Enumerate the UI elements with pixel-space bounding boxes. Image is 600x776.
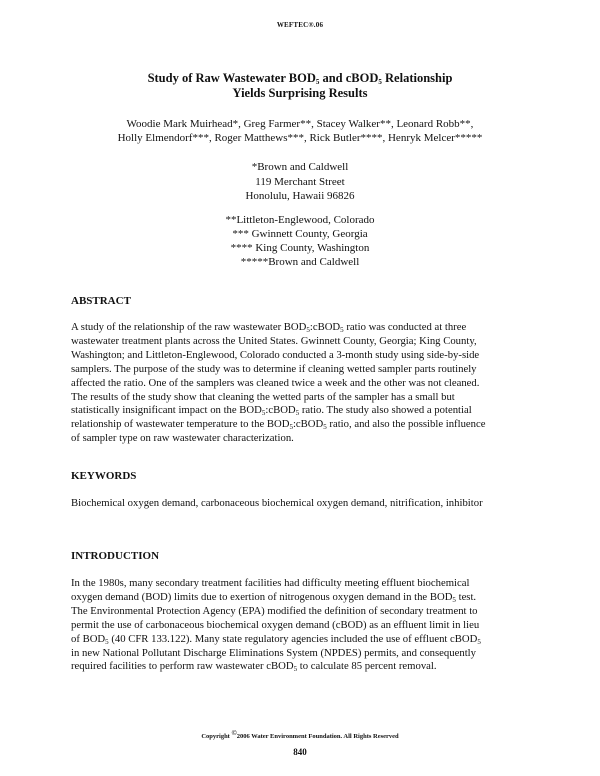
title-line-2: Yields Surprising Results <box>232 86 368 100</box>
copyright-notice: Copyright ©2006 Water Environment Foundation. All Rights Reserved <box>201 729 399 740</box>
abstract-heading: ABSTRACT <box>71 295 131 307</box>
author-list <box>0 117 600 145</box>
paper-title <box>0 71 600 101</box>
authors-line-1: Woodie Mark Muirhead*, Greg Farmer**, Stacey Walker**, Leonard Robb**, <box>126 118 474 130</box>
keywords-body: Biochemical oxygen demand, carbonaceous biochemical oxygen demand, nitrification, inhibitor <box>71 497 483 509</box>
conference-header: WEFTEC®.06 <box>276 21 324 29</box>
introduction-heading: INTRODUCTION <box>71 550 160 562</box>
abstract-body: A study of the relationship of the raw wastewater $BOD_5:cBOD_5$ ratio was conducted at three wastewater treatment plants across the United States. Gwinnett County, Georgia; King County, Washington; and Littleton-Englewood, Colorado conducted a 3-month study using side-by-side samplers. The purpose of the study was to determine if cleaning wetted sampler parts routinely affected the ratio. One of the samplers was cleaned twice a week and the other was not cleaned. The results of the study show that cleaning the wetted parts of the sampler has a small but statistically insignificant impact on the $BOD_5:cBOD_5$ ratio. The study also showed a potential relationship of wastewater temperature to the $BOD_5:cBOD_5$ ratio, and also the possible influence of sampler type on raw wastewater characterization. <box>71 321 486 445</box>
title-line-1: Study of Raw Wastewater $BOD_5$ and cBOD$_5$ Relationship <box>147 71 453 86</box>
authors-line-2: Holly Elmendorf***, Roger Matthews***, Rick Butler****, Henryk Melcer***** <box>117 132 483 144</box>
other-affiliations: **Littleton-Englewood, Colorado *** Gwinnett County, Georgia **** King County, Washington *****Brown and Caldwell <box>225 214 375 268</box>
page-number: 840 <box>293 747 307 757</box>
keywords-heading: KEYWORDS <box>71 470 137 482</box>
introduction-body: In the 1980s, many secondary treatment facilities had difficulty meeting effluent biochemical oxygen demand (BOD) limits due to exertion of nitrogenous oxygen demand in the $BOD_5$ test. The Environmental Protection Agency (EPA) modified the definition of secondary treatment to permit the use of carbonaceous biochemical oxygen demand (cBOD) as an effluent limit in lieu of $BOD_5$ (40 CFR 133.122). Many state regulatory agencies included the use of effluent cBOD$_5$ in new National Pollutant Discharge Eliminations System (NPDES) permits, and consequently required facilities to perform raw wastewater cBOD$_5$ to calculate 85 percent removal. <box>71 577 481 674</box>
primary-affiliation: *Brown and Caldwell 119 Merchant Street Honolulu, Hawaii 96826 <box>245 161 355 202</box>
